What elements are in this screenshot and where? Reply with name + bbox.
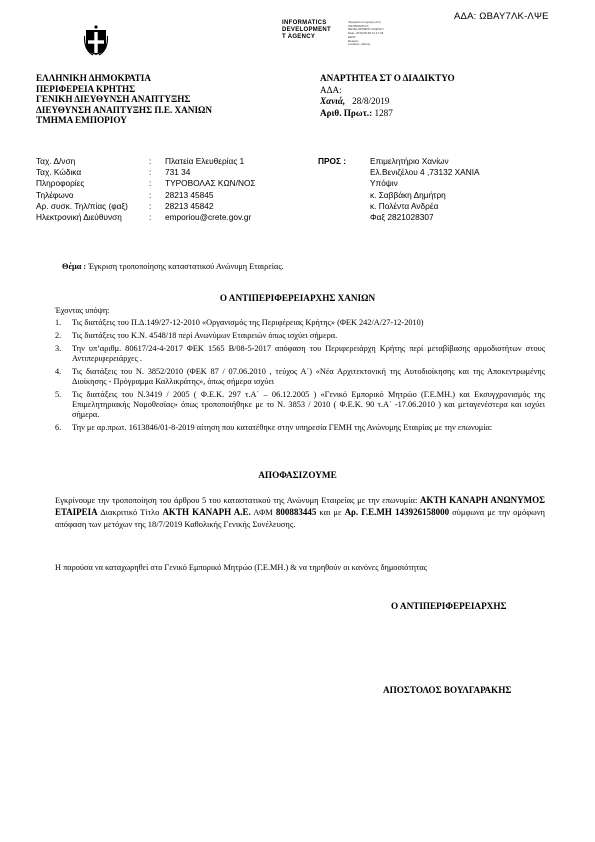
digital-signature-details xyxy=(348,21,400,47)
signature-detail-line: Ψηφιακά υπογραφή από xyxy=(348,21,381,24)
item-number: 6. xyxy=(55,423,62,432)
trade-title: ΑΚΤΗ ΚΑΝΑΡΗ Α.Ε. xyxy=(162,507,251,517)
decision-text: Διακριτικό Τίτλο xyxy=(97,507,163,517)
list-item xyxy=(55,367,545,387)
item-text: Τις διατάξεις του Π.Δ.149/27-12-2010 «Οργανισμός της Περιφέρειας Κρήτης» (ΦΕΚ 242/Α/27-12-2010) xyxy=(72,318,424,327)
issuer-block xyxy=(36,73,212,126)
recipient-label: ΠΡΟΣ : xyxy=(318,156,347,166)
decision-text: ΑΦΜ xyxy=(250,507,276,517)
signature-detail-line: Date: 2019.08.28 11:17:43 xyxy=(348,32,384,36)
contact-row: Αρ. συσκ. Τηλ/πίας (φαξ) : 28213 45842 xyxy=(36,200,214,211)
signature-detail-line: Location: Athens xyxy=(348,43,371,47)
protocol-number: 1287 xyxy=(374,107,393,118)
contact-key: Ηλεκτρονική Διεύθυνση xyxy=(36,212,122,223)
item-number: 4. xyxy=(55,367,62,376)
list-item xyxy=(55,423,545,433)
gemi-number: Αρ. Γ.Ε.ΜΗ 143926158000 xyxy=(344,507,450,517)
protocol-label: Αριθ. Πρωτ.: xyxy=(320,107,373,118)
recipient-line: Φαξ 2821028307 xyxy=(370,212,434,223)
issuer-line: ΓΕΝΙΚΗ ΔΙΕΥΘΥΝΣΗ ΑΝΑΠΤΥΞΗΣ xyxy=(36,94,191,105)
contact-value: Πλατεία Ελευθερίας 1 xyxy=(165,156,245,166)
contact-details xyxy=(36,156,256,223)
item-text: Τις διατάξεις του Κ.Ν. 4548/18 περί Ανωνύμων Εταιρειών όπως ισχύει σήμερα. xyxy=(72,331,338,340)
greek-emblem-icon xyxy=(84,24,108,56)
item-text: Τις διατάξεις του Ν. 3852/2010 (ΦΕΚ 87 / 07.06.2010 , τεύχος Α΄) «Νέα Αρχιτεκτονική της Αυτοδιοίκησης και της Αποκεντρωμένης Διοίκησης - Πρόγραμμα Καλλικράτης», όπως σήμερα ισχύει xyxy=(72,367,545,386)
decision-text: και με xyxy=(316,507,345,517)
issuer-line: ΠΕΡΙΦΕΡΕΙΑ ΚΡΗΤΗΣ xyxy=(36,83,136,94)
contact-key: Πληροφορίες xyxy=(36,178,85,189)
recipient-line: Ελ.Βενιζέλου 4 ,73132 ΧΑΝΙΑ xyxy=(370,167,480,178)
tax-id: 800883445 xyxy=(275,507,317,517)
publication-block xyxy=(320,73,455,119)
agency-line: DEVELOPMENT xyxy=(282,27,331,33)
it-agency-stamp xyxy=(282,20,344,41)
protocol-line xyxy=(320,108,455,120)
ada-label: ΑΔΑ: xyxy=(320,84,342,95)
list-item xyxy=(55,390,545,420)
decision-paragraph xyxy=(55,494,545,530)
item-number: 1. xyxy=(55,318,62,327)
decision-heading: ΑΠΟΦΑΣΙΖΟΥΜΕ xyxy=(258,470,337,480)
issuer-line: ΤΜΗΜΑ ΕΜΠΟΡΙΟΥ xyxy=(36,115,127,126)
decision-text: σύμφωνα με την ομόφωνη απόφαση των μετόχων της 18/7/2019 Καθολικής Γενικής Συνέλευσης. xyxy=(55,507,546,529)
date-line xyxy=(320,96,455,108)
list-item xyxy=(55,331,545,341)
item-text: Την υπ’αριθμ. 80617/24-4-2017 ΦΕΚ 1565 Β/08-5-2017 απόφαση του Περιφερειάρχη Κρήτης περί μεταβίβασης αρμοδιοτήτων στους Αντιπεριφερειάρχες . xyxy=(72,344,545,363)
contact-key: Τηλέφωνο xyxy=(36,189,74,200)
recipient-line: Υπόψιν xyxy=(370,178,398,189)
contact-row: Τηλέφωνο : 28213 45845 xyxy=(36,189,214,200)
signature-role: Ο ΑΝΤΙΠΕΡΙΦΕΡΕΙΑΡΧΗΣ xyxy=(391,601,507,611)
contact-row: Ταχ. Δ/νση : Πλατεία Ελευθερίας 1 xyxy=(36,156,245,166)
contact-value: 731 34 xyxy=(165,167,191,178)
signature-name: ΑΠΟΣΤΟΛΟΣ ΒΟΥΛΓΑΡΑΚΗΣ xyxy=(383,685,512,695)
item-number: 2. xyxy=(55,331,62,340)
legal-basis-list xyxy=(55,318,545,436)
company-name: ΑΚΤΗ ΚΑΝΑΡΗ ΑΝΩΝΥΜΟΣ ΕΤΑΙΡΕΙΑ xyxy=(55,495,545,517)
signature-detail-line: INFORMATICS xyxy=(348,24,369,28)
subject-label: Θέμα : xyxy=(62,262,87,271)
place-label: Χανιά, xyxy=(320,96,346,107)
contact-value: 28213 45842 xyxy=(165,200,214,211)
recipient-line: κ. Πολέντα Ανδρέα xyxy=(370,200,439,211)
item-text: Τις διατάξεις του Ν.3419 / 2005 ( Φ.Ε.Κ. 297 τ.Α΄ – 06.12.2005 ) «Γενικό Εμπορικό Μητρώο (Γ.Ε.ΜΗ.) και Εκσυγχρονισμός της Επιμελητηριακής Νομοθεσίας» όπως τροποποιήθηκε με το Ν. 3853 / 2010 ( Φ.Ε.Κ. 90 τ.Α΄ -17.06.2010 ) και μεταγενέστερα και ισχύει σήμερα. xyxy=(72,390,545,419)
contact-key: Αρ. συσκ. Τηλ/πίας (φαξ) xyxy=(36,200,128,211)
item-text: Την με αρ.πρωτ. 1613846/01-8-2019 αίτηση που κατατέθηκε στην υπηρεσία ΓΕΜΗ της Ανώνυμης Εταιρίας με την επωνυμία: xyxy=(72,423,493,432)
subject-text: Έγκριση τροποποίησης καταστατικού Ανώνυμη Εταιρείας. xyxy=(88,262,284,271)
signature-detail-line: Reason: xyxy=(348,39,360,43)
contact-row: Ταχ. Κώδικα : 731 34 xyxy=(36,167,191,178)
decision-text: Εγκρίνουμε την τροποποίηση του άρθρου 5 του καταστατικού της Ανώνυμη Εταιρείας με την επωνυμία: xyxy=(55,495,420,505)
recipient-line: κ. Σαββάκη Δημήτρη xyxy=(370,189,446,200)
document-date: 28/8/2019 xyxy=(352,96,390,107)
contact-value: ΤΥΡΟΒΟΛΑΣ ΚΩΝ/ΝΟΣ xyxy=(165,178,256,189)
ada-header: ΑΔΑ: ΩΒΑΥ7ΛΚ-ΛΨΕ xyxy=(454,11,549,22)
contact-key: Ταχ. Κώδικα xyxy=(36,167,82,178)
contact-email[interactable]: emporiou@crete.gov.gr xyxy=(165,212,252,223)
contact-key: Ταχ. Δ/νση xyxy=(36,156,76,166)
contact-value: 28213 45845 xyxy=(165,189,214,200)
list-item xyxy=(55,344,545,364)
agency-line: INFORMATICS xyxy=(282,20,327,26)
issuer-line: ΔΙΕΥΘΥΝΣΗ ΑΝΑΠΤΥΞΗΣ Π.Ε. ΧΑΝΙΩΝ xyxy=(36,104,213,115)
item-number: 3. xyxy=(55,344,62,353)
issuer-line: ΕΛΛΗΝΙΚΗ ΔΗΜΟΚΡΑΤΙΑ xyxy=(36,73,151,83)
contact-row: Πληροφορίες : ΤΥΡΟΒΟΛΑΣ ΚΩΝ/ΝΟΣ xyxy=(36,178,256,189)
signature-detail-line: DEVELOPMENT AGENCY xyxy=(348,28,384,32)
list-item xyxy=(55,318,545,328)
recipient-line: Επιμελητήριο Χανίων xyxy=(370,156,449,166)
signature-detail-line: EEST xyxy=(348,35,356,39)
authority-heading: Ο ΑΝΤΙΠΕΡΙΦΕΡΕΙΑΡΧΗΣ ΧΑΝΙΩΝ xyxy=(219,293,376,303)
recipient-block xyxy=(370,156,480,223)
having-regard-label: Έχοντας υπόψη: xyxy=(55,306,110,315)
item-number: 5. xyxy=(55,390,62,399)
contact-row: Ηλεκτρονική Διεύθυνση : emporiou@crete.gov.gr xyxy=(36,212,252,223)
publication-title: ΑΝΑΡΤΗΤΕΑ ΣΤ Ο ΔΙΑΔΙΚΤΥΟ xyxy=(320,73,455,83)
agency-line: T AGENCY xyxy=(282,34,316,40)
subject-line xyxy=(62,262,284,271)
registration-note: Η παρούσα να καταχωρηθεί στο Γενικό Εμπορικό Μητρώο (Γ.Ε.ΜΗ.) & να τηρηθούν οι κανόνες δημοσιότητας xyxy=(55,563,427,572)
